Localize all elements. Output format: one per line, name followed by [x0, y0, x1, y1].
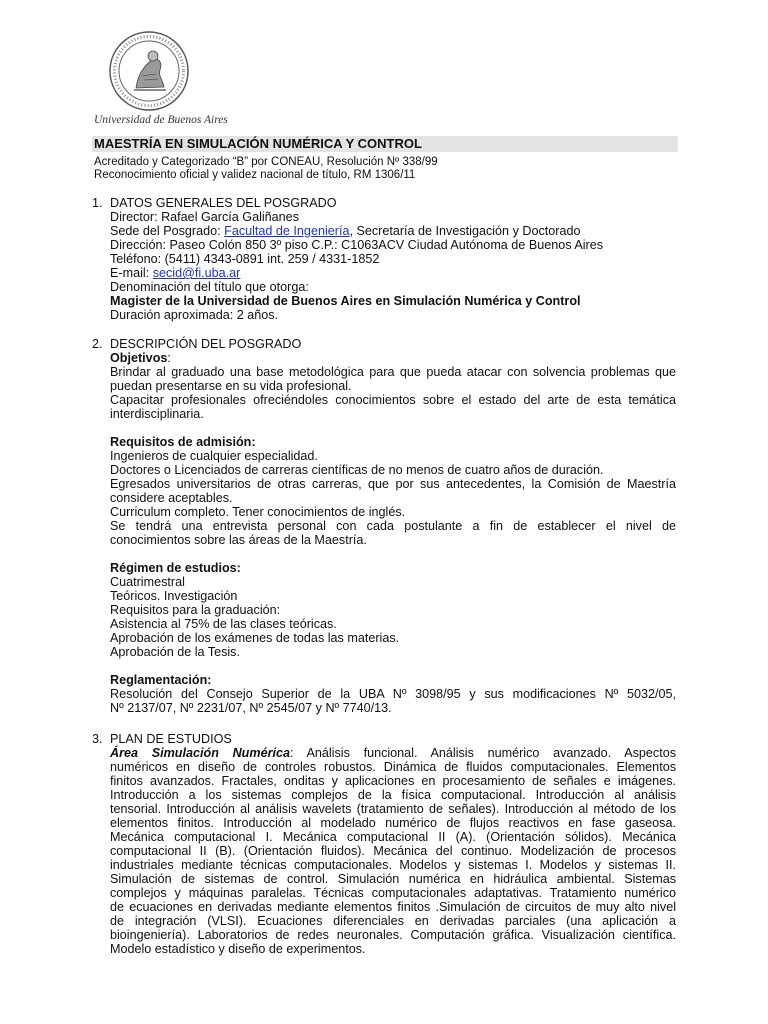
section-heading: PLAN DE ESTUDIOS [110, 732, 232, 746]
area-line: tensorial. Introducción al análisis wavelets (tratamiento de señales). Introducción al método de los [110, 802, 676, 816]
director-line: Director: Rafael García Galiñanes [110, 210, 299, 224]
requisitos-heading: Requisitos de admisión: [110, 435, 256, 449]
requisitos-line: Egresados universitarios de otras carreras, que por sus antecedentes, la Comisión de Maestría [110, 477, 676, 491]
regimen-heading: Régimen de estudios: [110, 561, 241, 575]
area-line: complejos y máquinas paralelas. Técnicas computacionales adaptativas. Tratamiento numérico [110, 886, 676, 900]
section-number: 2. [92, 337, 103, 351]
area-line: Mecánica computacional I. Mecánica computacional II (A). (Orientación sólidos). Mecánica [110, 830, 676, 844]
sede-prefix: Sede del Posgrado: [110, 224, 225, 238]
university-seal-icon [108, 30, 190, 112]
section-number: 1. [92, 196, 103, 210]
objetivos-heading [110, 351, 676, 365]
logo-text: Universidad de Buenos Aires [94, 114, 228, 126]
objetivos-line: Capacitar profesionales ofreciéndoles conocimientos sobre el estado del arte de esta temática [110, 393, 676, 407]
area-line: numéricos en diseño de controles robustos. Dinámica de fluidos computacionales. Elementos [110, 760, 676, 774]
section-heading: DATOS GENERALES DEL POSGRADO [110, 196, 337, 210]
requisitos-line: Se tendrá una entrevista personal con cada postulante a fin de establecer el nivel de [110, 519, 676, 533]
section-body [110, 746, 676, 956]
regimen-line: Asistencia al 75% de las clases teóricas. [110, 617, 337, 631]
requisitos-line: Curriculum completo. Tener conocimientos de inglés. [110, 505, 406, 519]
area-line: Modelo estadístico y diseño de experimentos. [110, 942, 366, 956]
area-line: Simulación de sistemas de control. Simulación numérica en hidráulica ambiental. Sistemas [110, 872, 676, 886]
document-title: MAESTRÍA EN SIMULACIÓN NUMÉRICA Y CONTROL [92, 136, 678, 152]
accreditation-block [94, 156, 438, 182]
area-line: Introducción a los sistemas complejos de la física computacional. Introducción al análisis [110, 788, 676, 802]
regimen-line: Requisitos para la graduación: [110, 603, 281, 617]
requisitos-line: Doctores o Licenciados de carreras científicas de no menos de cuatro años de duración. [110, 463, 604, 477]
sede-line [110, 224, 676, 238]
requisitos-line: considere aceptables. [110, 491, 233, 505]
facultad-link[interactable]: Facultad de Ingeniería [224, 224, 350, 238]
requisitos-line: Ingenieros de cualquier especialidad. [110, 449, 318, 463]
denominacion-label: Denominación del título que otorga: [110, 280, 309, 294]
objetivos-line: Brindar al graduado una base metodológica para que pueda atacar con solvencia problemas que [110, 365, 676, 379]
telefono-line: Teléfono: (5411) 4343-0891 int. 259 / 4331-1852 [110, 252, 380, 266]
accreditation-line: Reconocimiento oficial y validez nacional de título, RM 1306/11 [94, 169, 416, 181]
direccion-line: Dirección: Paseo Colón 850 3º piso C.P.: C1063ACV Ciudad Autónoma de Buenos Aires [110, 238, 604, 252]
regimen-line: Aprobación de los exámenes de todas las materias. [110, 631, 400, 645]
area-line: industriales mediante técnicas computacionales. Modelos y sistemas I. Modelos y sistemas II. [110, 858, 676, 872]
regimen-line: Aprobación de la Tesis. [110, 645, 240, 659]
section-heading: DESCRIPCIÓN DEL POSGRADO [110, 337, 302, 351]
objetivos-label: Objetivos [110, 351, 168, 365]
sede-suffix: , Secretaría de Investigación y Doctorado [349, 224, 581, 238]
area-line: de integración (VLSI). Ecuaciones diferenciales en derivadas parciales (una aplicación a [110, 914, 676, 928]
area-label: Área Simulación Numérica [110, 746, 290, 760]
area-line: de ecuaciones en derivadas mediante elementos finitos .Simulación de circuitos de muy alto nivel [110, 900, 676, 914]
area-first-line [110, 746, 676, 760]
area-line: finitos avanzados. Fractales, onditas y aplicaciones en procesamiento de señales e imágenes. [110, 774, 676, 788]
requisitos-line: conocimientos sobre las áreas de la Maestría. [110, 533, 367, 547]
area-line: bioingeniería). Laboratorios de redes neuronales. Computación gráfica. Visualización científica. [110, 928, 676, 942]
area-first-text: : Análisis funcional. Análisis numérico avanzado. Aspectos [289, 746, 676, 760]
section-number: 3. [92, 732, 103, 746]
regimen-line: Teóricos. Investigación [110, 589, 238, 603]
accreditation-line: Acreditado y Categorizado “B” por CONEAU, Resolución Nº 338/99 [94, 156, 438, 168]
reglamentacion-line: Resolución del Consejo Superior de la UBA Nº 3098/95 y sus modificaciones Nº 5032/05, [110, 687, 676, 701]
duracion-line: Duración aproximada: 2 años. [110, 308, 279, 322]
objetivos-colon: : [167, 351, 171, 365]
area-line: computacional II (B). (Orientación fluidos). Mecánica del continuo. Modelización de procesos [110, 844, 676, 858]
email-prefix: E-mail: [110, 266, 153, 280]
email-link[interactable]: secid@fi.uba.ar [152, 266, 241, 280]
objetivos-line: interdisciplinaria. [110, 407, 204, 421]
section-body [110, 351, 676, 715]
degree-title: Magister de la Universidad de Buenos Aires en Simulación Numérica y Control [110, 294, 581, 308]
regimen-line: Cuatrimestral [110, 575, 185, 589]
reglamentacion-heading: Reglamentación: [110, 673, 212, 687]
email-line [110, 266, 676, 280]
university-logo [94, 30, 228, 130]
section-body [110, 210, 676, 322]
area-line: elementos finitos. Introducción al modelado numérico de flujos reactivos en fase gaseosa. [110, 816, 676, 830]
objetivos-line: puedan presentarse en su vida profesional. [110, 379, 352, 393]
reglamentacion-line: Nº 2137/07, Nº 2231/07, Nº 2545/07 y Nº 7740/13. [110, 701, 392, 715]
